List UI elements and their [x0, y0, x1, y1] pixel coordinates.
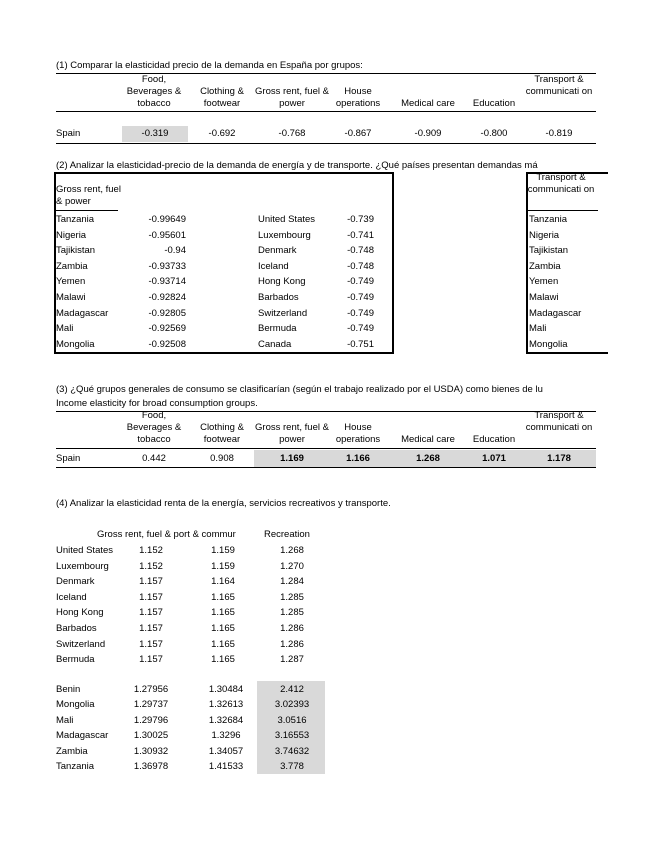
transport-value: 1.165 — [211, 591, 235, 603]
country-name: Canada — [258, 338, 292, 350]
transport-value: 1.41533 — [208, 761, 244, 772]
country-name: Denmark — [258, 245, 297, 257]
country-name: Bermuda — [56, 654, 95, 666]
section1-title: (1) Comparar la elasticidad precio de la demanda en España por grupos: — [56, 60, 363, 71]
income-value-food: 0.442 — [142, 453, 166, 464]
col-header-gross-rent: Gross rent, fuel & power — [255, 422, 329, 445]
transport-value: 1.34057 — [208, 745, 244, 757]
gross-rent-header: Gross rent, fuel & power — [56, 184, 121, 207]
country-name: Madagascar — [529, 307, 582, 319]
country-name: Mongolia — [529, 338, 568, 350]
transport-value: 1.165 — [211, 623, 235, 634]
income-value-clothing: 0.908 — [210, 453, 234, 464]
transport-value: 1.165 — [211, 638, 235, 650]
recreation-value: 3.0516 — [277, 714, 307, 726]
country-name: Benin — [56, 684, 81, 695]
gross-rent-value: 1.157 — [139, 654, 163, 666]
country-name: Mali — [56, 714, 74, 726]
col-header-house: House operations — [335, 422, 381, 445]
gross-rent-value: 1.30932 — [133, 745, 169, 757]
country-name: United States — [258, 214, 316, 225]
country-name: Nigeria — [56, 229, 87, 241]
col-header-medical: Medical care — [401, 434, 455, 445]
elasticity-value: -0.748 — [347, 245, 374, 257]
gross-rent-value: 1.29737 — [133, 699, 169, 711]
transport-value: 1.3296 — [211, 730, 241, 742]
gross-rent-value: 1.157 — [139, 607, 163, 619]
col-header-medical: Medical care — [401, 98, 455, 109]
country-name: Tanzania — [529, 214, 568, 225]
section2-title: (2) Analizar la elasticidad-precio de la demanda de energía y de transporte. ¿Qué países presentan demandas má — [56, 160, 538, 171]
country-name: Malawi — [56, 292, 86, 303]
country-name: Zambia — [529, 260, 561, 272]
transport-value: 1.165 — [211, 654, 235, 666]
country-name: Yemen — [529, 276, 559, 288]
elasticity-value: -0.749 — [347, 307, 374, 319]
gross-rent-value: 1.152 — [139, 560, 163, 572]
recreation-value: 1.285 — [280, 607, 304, 619]
elasticity-value: -0.741 — [347, 229, 374, 241]
transport-value: 1.159 — [211, 545, 235, 556]
divider — [528, 210, 598, 211]
income-value-gross-rent: 1.169 — [280, 453, 304, 464]
gross-rent-value: 1.157 — [139, 638, 163, 650]
recreation-value: 1.286 — [280, 638, 304, 650]
gross-rent-value: 1.157 — [139, 591, 163, 603]
recreation-value: 1.284 — [280, 576, 304, 588]
income-value-education: 1.071 — [482, 453, 506, 464]
elasticity-value: -0.751 — [347, 338, 374, 350]
income-value-transport: 1.178 — [547, 453, 571, 464]
divider — [56, 111, 596, 112]
transport-value: 1.32613 — [208, 699, 244, 711]
country-name: Iceland — [56, 591, 87, 603]
recreation-value: 1.287 — [280, 654, 304, 666]
value-education: -0.800 — [480, 128, 508, 139]
country-name: Hong Kong — [56, 607, 104, 619]
gross-rent-value: 1.30025 — [133, 730, 169, 742]
country-name: Mali — [529, 323, 547, 335]
income-value-house: 1.166 — [346, 453, 370, 464]
recreation-value: 3.778 — [280, 761, 304, 772]
elasticity-value: -0.92508 — [148, 338, 186, 350]
value-medical: -0.909 — [414, 128, 442, 139]
transport-value: 1.32684 — [208, 714, 244, 726]
section3-subtitle: Income elasticity for broad consumption groups. — [56, 398, 258, 409]
recreation-value: 3.02393 — [274, 699, 310, 711]
country-name: Yemen — [56, 276, 86, 288]
country-name: Malawi — [529, 292, 559, 303]
country-name: Nigeria — [529, 229, 560, 241]
country-name: Bermuda — [258, 323, 297, 335]
elasticity-value: -0.748 — [347, 260, 374, 272]
country-name: Switzerland — [56, 638, 106, 650]
recreation-value: 1.285 — [280, 591, 304, 603]
transport-value: 1.164 — [211, 576, 235, 588]
country-name: Tanzania — [56, 214, 95, 225]
country-name: Madagascar — [56, 307, 109, 319]
elasticity-value: -0.749 — [347, 292, 374, 303]
country-name: Luxembourg — [56, 560, 109, 572]
col-header-house: House operations — [335, 86, 381, 109]
income-header-gross-rent: Gross rent, fuel & port & commur — [97, 529, 236, 540]
country-name: Iceland — [258, 260, 289, 272]
country-name: Barbados — [258, 292, 299, 303]
country-name: Tajikistan — [529, 245, 569, 257]
country-name: Mongolia — [56, 338, 95, 350]
elasticity-value: -0.93733 — [148, 260, 186, 272]
col-header-food: Food, Beverages & tobacco — [126, 410, 182, 445]
transport-value: 1.30484 — [208, 684, 244, 695]
country-name: Denmark — [56, 576, 95, 588]
income-header-recreation: Recreation — [264, 529, 310, 540]
transport-header: Transport & communicati on — [527, 172, 595, 195]
recreation-value: 1.286 — [280, 623, 304, 634]
country-name: Zambia — [56, 260, 88, 272]
country-name: Tajikistan — [56, 245, 96, 257]
col-header-transport: Transport & communicati on — [525, 74, 593, 97]
elasticity-value: -0.739 — [347, 214, 374, 225]
value-transport: -0.819 — [545, 128, 573, 139]
section3-title: (3) ¿Qué grupos generales de consumo se clasificarían (según el trabajo realizado por el USDA) como bienes de lu — [56, 384, 543, 395]
country-name: United States — [56, 545, 114, 556]
country-name: Madagascar — [56, 730, 109, 742]
gross-rent-value: 1.36978 — [133, 761, 169, 772]
transport-value: 1.159 — [211, 560, 235, 572]
transport-value: 1.165 — [211, 607, 235, 619]
col-header-food: Food, Beverages & tobacco — [126, 74, 182, 109]
elasticity-value: -0.94 — [164, 245, 186, 257]
col-header-clothing: Clothing & footwear — [200, 86, 244, 109]
col-header-clothing: Clothing & footwear — [200, 422, 244, 445]
country-name: Mali — [56, 323, 74, 335]
divider — [56, 467, 596, 468]
gross-rent-value: 1.157 — [139, 623, 163, 634]
country-name: Mongolia — [56, 699, 95, 711]
country-name: Tanzania — [56, 761, 95, 772]
income-value-medical: 1.268 — [416, 453, 440, 464]
recreation-value: 1.268 — [280, 545, 304, 556]
col-header-gross-rent: Gross rent, fuel & power — [255, 86, 329, 109]
divider — [56, 448, 596, 449]
country-name: Zambia — [56, 745, 88, 757]
elasticity-value: -0.749 — [347, 323, 374, 335]
elasticity-value: -0.92569 — [148, 323, 186, 335]
col-header-education: Education — [472, 434, 516, 445]
country-name: Barbados — [56, 623, 97, 634]
elasticity-value: -0.99649 — [148, 214, 186, 225]
col-header-transport: Transport & communicati on — [525, 410, 593, 433]
value-clothing: -0.692 — [208, 128, 236, 139]
row-label-spain: Spain — [56, 128, 81, 139]
row-label-spain: Spain — [56, 453, 81, 464]
col-header-education: Education — [472, 98, 516, 109]
elasticity-value: -0.92805 — [148, 307, 186, 319]
recreation-value: 2.412 — [280, 684, 304, 695]
value-house: -0.867 — [344, 128, 372, 139]
value-food: -0.319 — [122, 126, 188, 142]
country-name: Switzerland — [258, 307, 308, 319]
divider — [56, 143, 596, 144]
value-gross-rent: -0.768 — [278, 128, 306, 139]
gross-rent-value: 1.157 — [139, 576, 163, 588]
country-name: Hong Kong — [258, 276, 306, 288]
recreation-value: 3.16553 — [274, 730, 310, 742]
section4-title: (4) Analizar la elasticidad renta de la energía, servicios recreativos y transporte. — [56, 498, 391, 509]
gross-rent-value: 1.27956 — [133, 684, 169, 695]
elasticity-value: -0.92824 — [148, 292, 186, 303]
country-name: Luxembourg — [258, 229, 311, 241]
divider — [56, 210, 118, 211]
elasticity-value: -0.749 — [347, 276, 374, 288]
recreation-value: 3.74632 — [274, 745, 310, 757]
elasticity-value: -0.95601 — [148, 229, 186, 241]
elasticity-value: -0.93714 — [148, 276, 186, 288]
gross-rent-value: 1.152 — [139, 545, 163, 556]
recreation-value: 1.270 — [280, 560, 304, 572]
gross-rent-value: 1.29796 — [133, 714, 169, 726]
